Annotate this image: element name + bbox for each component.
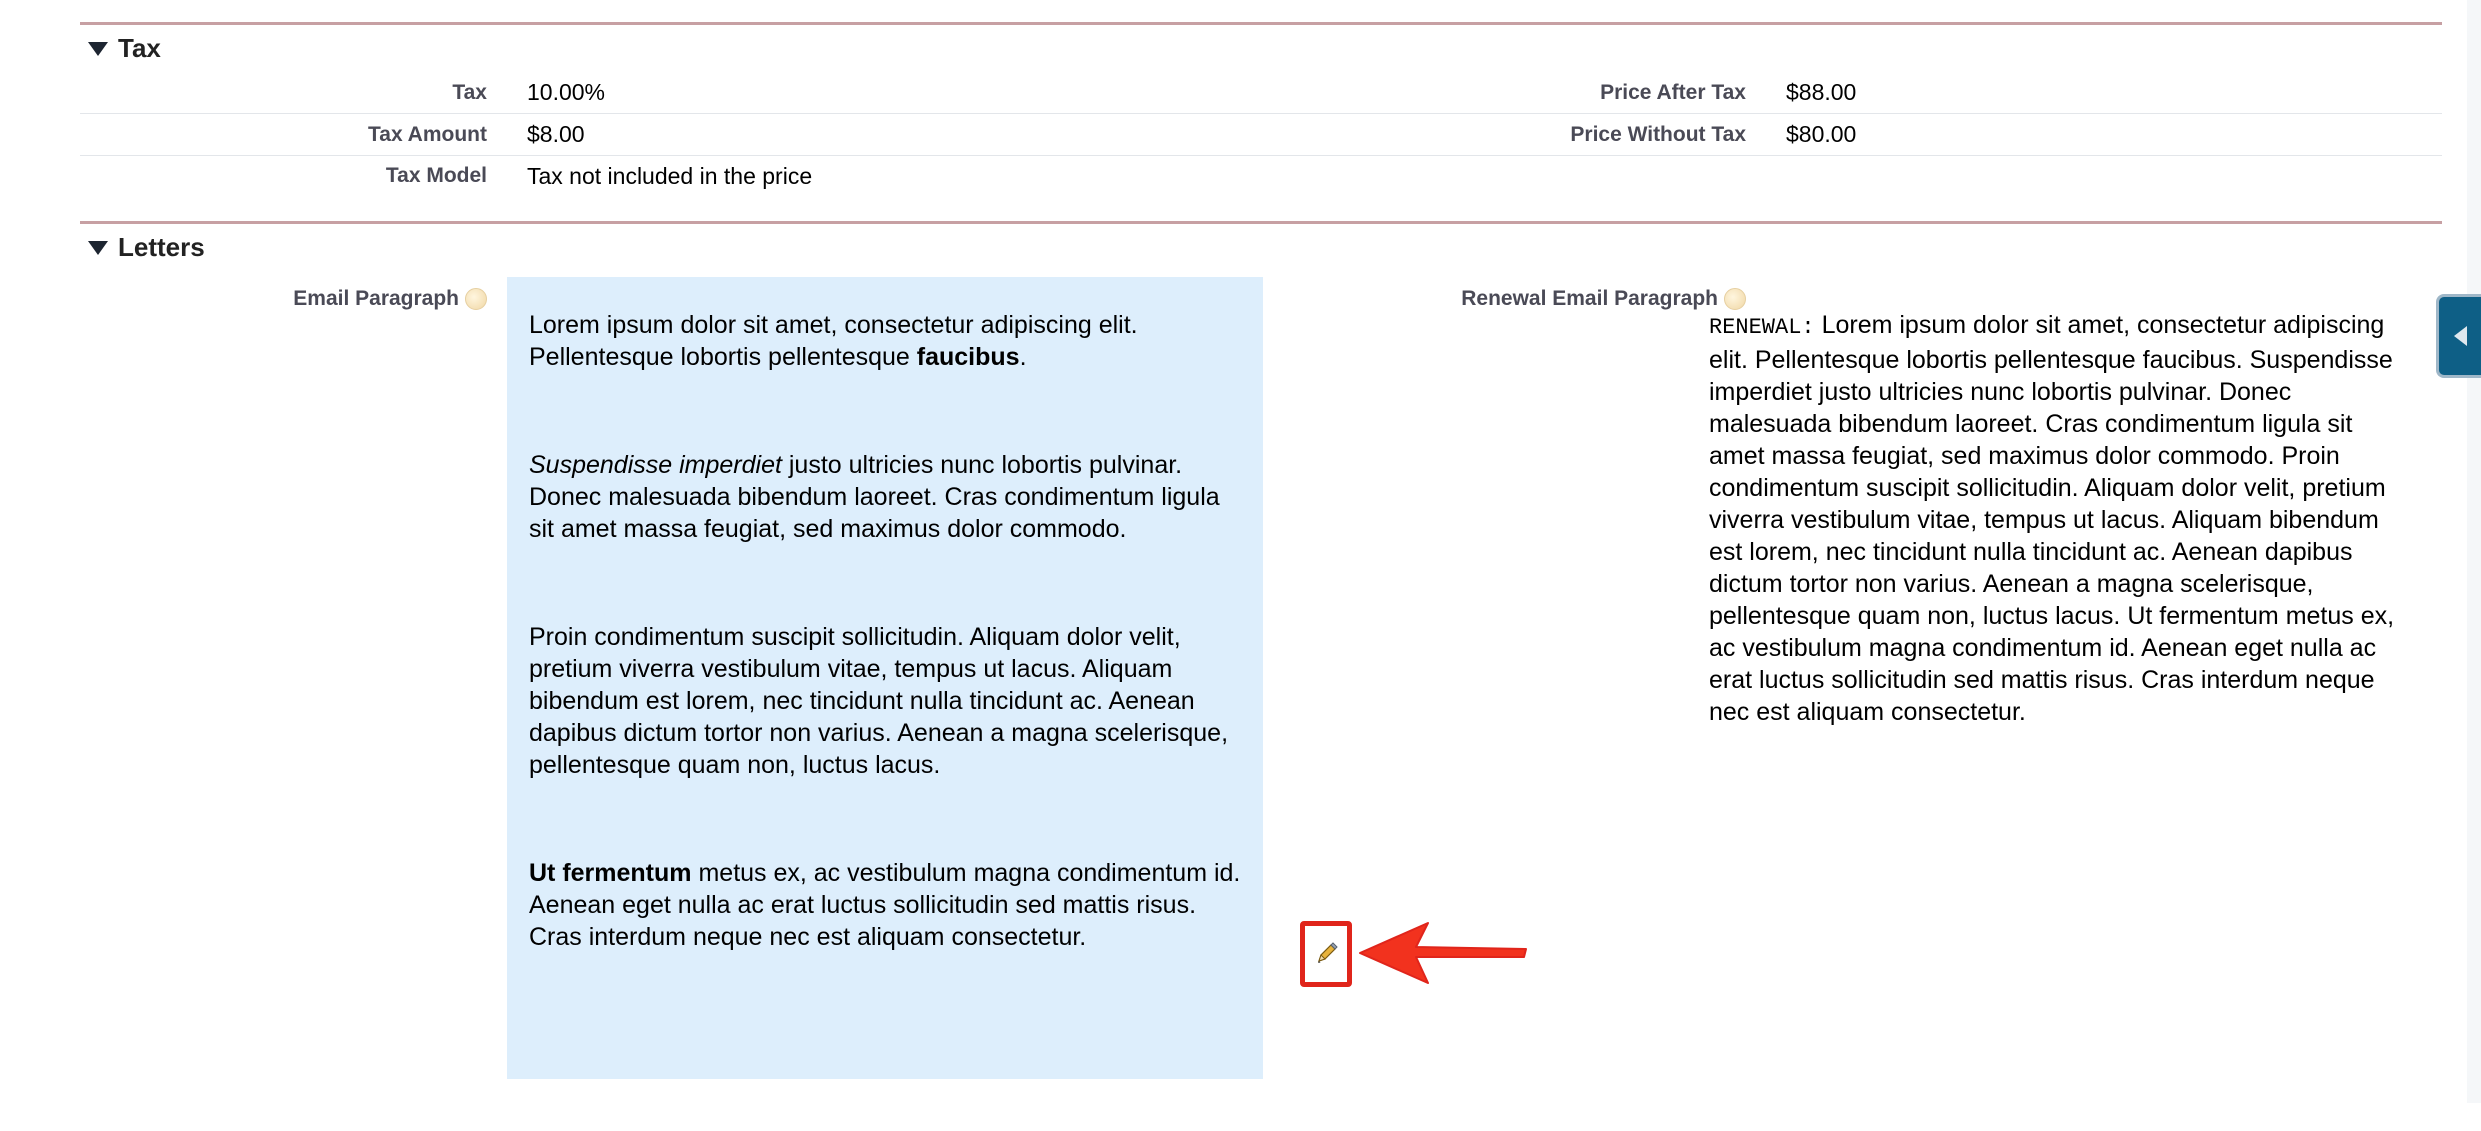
renewal-prefix: RENEWAL:: [1709, 315, 1815, 340]
email-p3-text: Proin condimentum suscipit sollicitudin. Aliquam dolor velit, pretium viverra vestibulum vitae, tempus ut lacus. Aliquam bibendum est lorem, nec tincidunt nulla tincidunt ac. Aenean dapibus dictum tortor non varius. Aenean a magna scelerisque, pellentesque quam non, luctus lacus.: [529, 623, 1229, 779]
triangle-down-icon[interactable]: [88, 42, 108, 56]
chevron-left-icon: [2454, 326, 2467, 346]
email-p2-italic: Suspendisse imperdiet: [529, 451, 782, 479]
price-without-tax-label: Price Without Tax: [1570, 122, 1746, 146]
tax-row: [80, 114, 2442, 156]
email-p1-text: Lorem ipsum dolor sit amet, consectetur adipiscing elit. Pellentesque lobortis pellentesque: [529, 311, 1138, 371]
tax-fields: [80, 72, 2442, 196]
letters-section-header[interactable]: [80, 221, 2442, 271]
edit-email-paragraph-button[interactable]: [1300, 921, 1352, 987]
price-after-tax-value: $88.00: [1786, 79, 1857, 105]
tax-model-value: Tax not included in the price: [527, 162, 813, 189]
tax-row: [80, 72, 2442, 114]
renewal-text: Lorem ipsum dolor sit amet, consectetur adipiscing elit. Pellentesque lobortis pellentesque faucibus. Suspendisse imperdiet justo ultricies nunc lobortis pulvinar. Donec malesuada bibendum laoreet. Cras condimentum ligula sit amet massa feugiat, sed maximus dolor commodo. Proin condimentum suscipit sollicitudin. Aliquam dolor velit, pretium viverra vestibulum vitae, tempus ut lacus. Aliquam bibendum est lorem, nec tincidunt nulla tincidunt ac. Aenean dapibus dictum tortor non varius. Aenean a magna scelerisque, pellentesque quam non, luctus lacus. Ut fermentum metus ex, ac vestibulum magna condimentum id. Aenean eget nulla ac erat luctus sollicitudin sed mattis risus. Cras interdum neque nec est aliquam consectetur.: [1709, 311, 2395, 726]
help-bubble-icon[interactable]: [1724, 288, 1746, 310]
email-p1-bold: faucibus: [916, 343, 1020, 371]
help-bubble-icon[interactable]: [465, 288, 487, 310]
tax-section-title: Tax: [118, 33, 161, 63]
email-p4-text: metus ex, ac vestibulum magna condimentum id. Aenean eget nulla ac erat luctus sollicitudin sed mattis risus. Cras interdum neque nec est aliquam consectetur.: [529, 859, 1241, 951]
detail-page: [80, 0, 2442, 1131]
email-paragraph-p1: [529, 309, 1241, 373]
email-p1-end: .: [1019, 343, 1027, 371]
email-p4-bold: Ut fermentum: [529, 859, 692, 887]
email-paragraph-p4: [529, 857, 1241, 953]
tax-amount-label: Tax Amount: [368, 122, 487, 146]
tax-row: [80, 156, 2442, 196]
renewal-email-paragraph-label: [1192, 287, 1746, 311]
collapse-sidebar-tab[interactable]: [2436, 294, 2481, 378]
pencil-icon: [1313, 941, 1339, 967]
right-edge-strip: [2467, 0, 2481, 1103]
renewal-email-paragraph-value: [1709, 309, 2399, 728]
email-paragraph-p2: [529, 449, 1241, 545]
tax-amount-value: $8.00: [527, 121, 585, 147]
renewal-email-paragraph-label-text: Renewal Email Paragraph: [1461, 287, 1718, 310]
email-p2-text: justo ultricies nunc lobortis pulvinar. Donec malesuada bibendum laoreet. Cras condimentum ligula sit amet massa feugiat, sed maximus dolor commodo.: [529, 451, 1220, 543]
price-after-tax-label: Price After Tax: [1600, 80, 1746, 104]
tax-section-header[interactable]: [80, 22, 2442, 72]
letters-fields: [80, 271, 2442, 1131]
tax-label: Tax: [452, 80, 487, 104]
tax-value: 10.00%: [527, 79, 606, 105]
tax-model-label: Tax Model: [385, 164, 487, 187]
triangle-down-icon[interactable]: [88, 241, 108, 255]
email-paragraph-label: [80, 287, 487, 311]
red-arrow-icon: [1356, 919, 1528, 987]
price-without-tax-value: $80.00: [1786, 121, 1857, 147]
email-paragraph-label-text: Email Paragraph: [293, 287, 459, 310]
letters-section-title: Letters: [118, 232, 205, 262]
email-paragraph-field[interactable]: [507, 277, 1263, 1079]
email-paragraph-p3: [529, 621, 1241, 781]
